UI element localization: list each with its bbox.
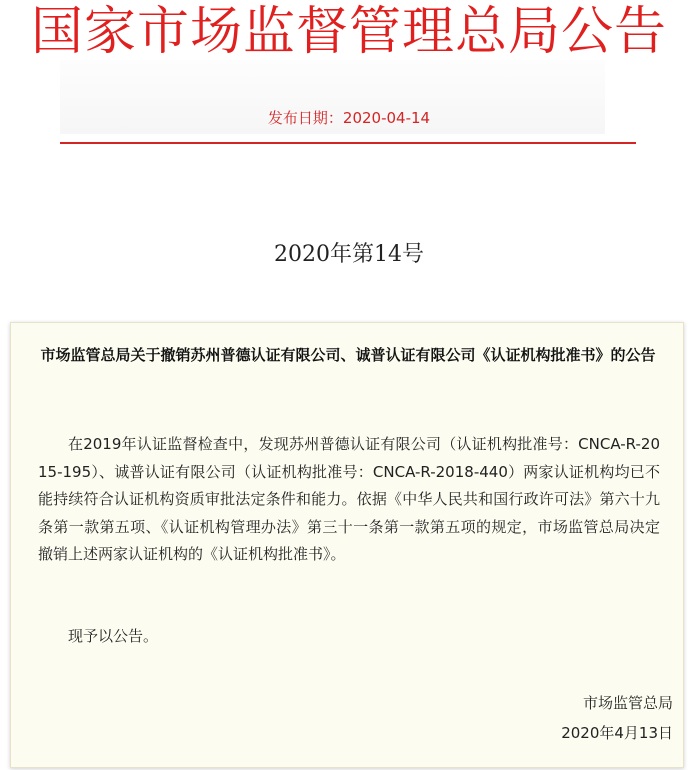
publish-date-line: [0, 108, 698, 128]
publish-date-value: 2020-04-14: [342, 109, 431, 127]
notice-closing: 现予以公告。: [68, 627, 159, 645]
publish-date-label: 发布日期：: [267, 109, 343, 127]
sign-date: 2020年4月13日: [561, 724, 673, 742]
notice-body: 在2019年认证监督检查中，发现苏州普德认证有限公司（认证机构批准号：CNCA-R-2015-195）、诚普认证有限公司（认证机构批准号：CNCA-R-2018-440）两家认证机构均已不能持续符合认证机构资质审批法定条件和能力。依据《中华人民共和国行政许可法》第六十九条第一款第五项、《认证机构管理办法》第三十一条第一款第五项的规定，市场监管总局决定撤销上述两家认证机构的《认证机构批准书》。: [38, 435, 660, 563]
masthead-title: 国家市场监督管理总局公告: [30, 2, 667, 62]
notice-panel: [10, 322, 684, 768]
document-number: 2020年第14号: [274, 242, 424, 267]
signatory: 市场监管总局: [582, 694, 673, 712]
notice-title: 市场监管总局关于撤销苏州普德认证有限公司、诚普认证有限公司《认证机构批准书》的公告: [40, 346, 656, 364]
red-divider: [60, 142, 636, 144]
